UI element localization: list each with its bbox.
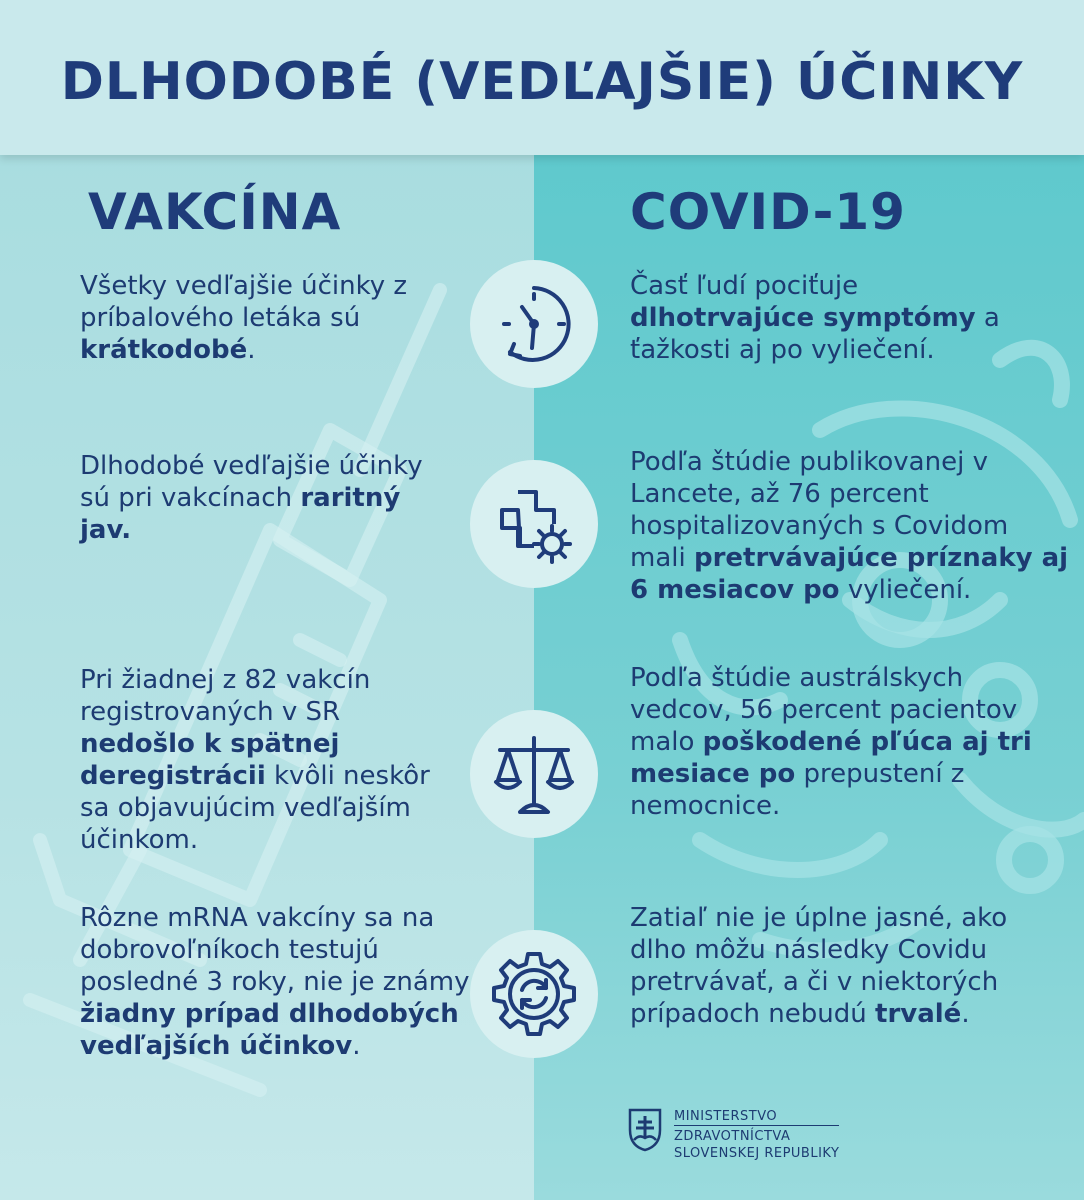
ministry-line-1: MINISTERSTVO: [674, 1109, 778, 1124]
ministry-logo: [628, 1108, 839, 1162]
covid-heading: COVID-19: [630, 183, 906, 241]
ministry-line-3: SLOVENSKEJ REPUBLIKY: [674, 1146, 840, 1161]
vaccine-text-2: Dlhodobé vedľajšie účinky sú pri vakcínach raritný jav.: [80, 451, 423, 545]
gear-refresh-icon: [470, 930, 598, 1058]
vaccine-text-3: Pri žiadnej z 82 vakcín registrovaných v SR nedošlo k spätnej deregistrácii kvôli neskôr sa objavujúcim vedľajším účinkom.: [80, 665, 430, 855]
ministry-name: [674, 1108, 839, 1162]
page-title: DLHODOBÉ (VEDĽAJŠIE) ÚČINKY: [60, 52, 1024, 112]
covid-text-1: Časť ľudí pociťuje dlhotrvajúce symptómy a ťažkosti aj po vyliečení.: [630, 271, 1000, 365]
coat-of-arms-icon: [628, 1108, 662, 1152]
clock-icon: [470, 260, 598, 388]
medical-cross-gear-icon: [470, 460, 598, 588]
ministry-line-2: ZDRAVOTNÍCTVA: [674, 1125, 839, 1145]
scales-icon: [470, 710, 598, 838]
vaccine-heading: VAKCÍNA: [88, 183, 342, 241]
covid-text-4: Zatiaľ nie je úplne jasné, ako dlho môžu následky Covidu pretrvávať, a či v niektorých prípadoch nebudú trvalé.: [630, 903, 1008, 1029]
header-banner: [0, 0, 1084, 155]
vaccine-text-4: Rôzne mRNA vakcíny sa na dobrovoľníkoch testujú posledné 3 roky, nie je známy žiadny prípad dlhodobých vedľajších účinkov.: [80, 903, 470, 1061]
covid-text-3: Podľa štúdie austrálskych vedcov, 56 percent pacientov malo poškodené pľúca aj tri mesiace po prepustení z nemocnice.: [630, 663, 1032, 821]
covid-text-2: Podľa štúdie publikovanej v Lancete, až 76 percent hospitalizovaných s Covidom mali pretrvávajúce príznaky aj 6 mesiacov po vyliečení.: [630, 447, 1069, 605]
vaccine-text-1: Všetky vedľajšie účinky z príbalového letáka sú krátkodobé.: [80, 271, 408, 365]
